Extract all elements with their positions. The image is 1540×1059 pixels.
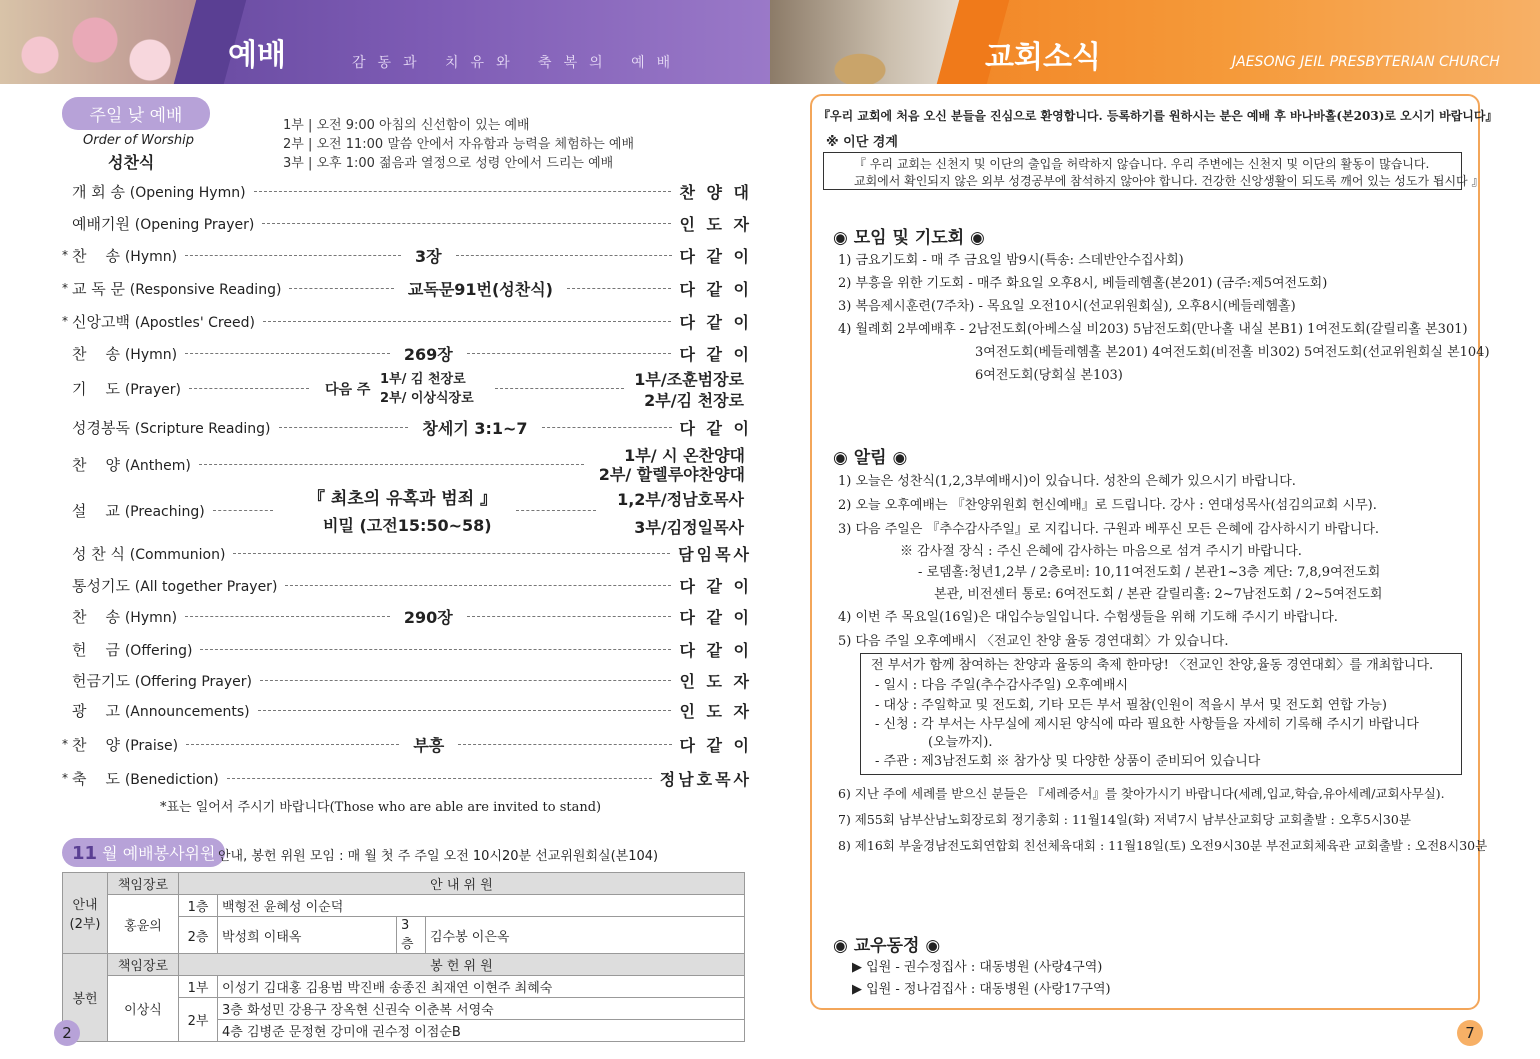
order-item-leader: 다 같 이 (679, 640, 752, 660)
order-item-label (72, 500, 205, 521)
contest-line-6: - 주관 : 제3남전도회 ※ 참가상 및 다양한 상품이 준비되어 있습니다 (875, 754, 1261, 769)
sunday-worship-pill: 주일 낮 예배 (62, 97, 210, 130)
prayer-elder-1: 1부/조훈범장로 (634, 370, 744, 389)
leader-dots (258, 710, 672, 711)
order-item-korean: 신앙고백 (72, 312, 130, 331)
order-item-leader: 인 도 자 (679, 214, 752, 234)
order-item-korean: 설 교 (71, 501, 120, 520)
volunteers-month: 11 (72, 843, 98, 864)
order-item-label (72, 245, 177, 266)
volunteers-table (62, 872, 745, 1042)
order-item-korean: 찬 송 (72, 607, 121, 626)
order-item-korean: 성 찬 식 (72, 544, 126, 563)
order-item (62, 540, 752, 566)
leader-dots (456, 255, 672, 256)
leader-dots (289, 288, 393, 289)
order-item-label (72, 543, 225, 564)
order-item-korean: 축 도 (72, 769, 121, 788)
standing-mark: * (62, 314, 68, 328)
anne-floor1-names: 백형전 윤혜성 이순덕 (218, 895, 745, 917)
order-item-english: (Opening Prayer) (134, 216, 255, 233)
leader-dots (185, 616, 390, 617)
meeting-4c: 6여전도회(당회실 본103) (975, 368, 1123, 383)
contest-line-1: 전 부서가 함께 참여하는 찬양과 율동의 축제 한마당! 〈전교인 찬양,율동 경연대회〉를 개최합니다. (871, 658, 1434, 673)
order-item-content: 290장 (403, 607, 453, 627)
preachers (590, 486, 744, 542)
order-item-english: (Benediction) (124, 771, 219, 788)
order-item (62, 178, 752, 204)
order-item-leader: 인 도 자 (679, 671, 752, 691)
offer-label: 봉헌 (63, 954, 108, 1042)
right-header (770, 0, 1540, 84)
order-of-worship-label: Order of Worship (83, 133, 194, 148)
prayer-elder-2: 2부/김 천장로 (644, 391, 744, 410)
leader-dots (263, 321, 672, 322)
order-item (62, 308, 752, 334)
order-item-label (72, 311, 255, 332)
meeting-4: 4) 월례회 2부예배후 - 2남전도회(아베스실 비203) 5남전도회(만나홀 내실 본B1) 1여전도회(갈릴리홀 본301) (838, 322, 1468, 337)
offer-floor4-row (218, 1020, 745, 1042)
leader-dots (185, 255, 401, 256)
order-item-english: (Hymn) (124, 609, 178, 626)
right-page-number: 7 (1457, 1020, 1483, 1046)
anne-label-cell (63, 873, 108, 954)
order-item-label (72, 575, 277, 596)
order-item-english: (All together Prayer) (134, 578, 278, 595)
order-item-label (72, 454, 191, 475)
offer-floor4-names: 김병준 문정현 강미애 권수정 이점순B (246, 1025, 461, 1040)
order-item-label (72, 670, 252, 691)
offer-floor3: 3층 (222, 1003, 243, 1018)
order-item-korean: 헌 금 (72, 640, 121, 659)
order-item-english: (Anthem) (124, 457, 191, 474)
order-item-label (72, 768, 219, 789)
volunteers-pill (62, 838, 225, 867)
leader-dots (262, 223, 671, 224)
offer-elder-header: 책임장로 (108, 954, 179, 976)
leader-dots (233, 553, 670, 554)
meeting-title: ◉ 모임 및 기도회 ◉ (833, 228, 985, 248)
leader-dots (185, 353, 390, 354)
church-name: JAESONG JEIL PRESBYTERIAN CHURCH (1232, 54, 1500, 70)
order-item (62, 731, 752, 757)
order-item (62, 697, 752, 723)
prayer-next-2: 2부/ 이상식장로 (380, 391, 474, 406)
leader-dots (213, 510, 273, 511)
standing-footnote: *표는 일어서 주시기 바랍니다(Those who are able are invited to stand) (160, 800, 602, 815)
leader-dots (227, 778, 652, 779)
order-item-korean: 성경봉독 (72, 418, 130, 437)
standing-mark: * (62, 248, 68, 262)
order-item-label (72, 734, 178, 755)
order-item-leader: 다 같 이 (679, 344, 752, 364)
members-list (852, 957, 1111, 1001)
leader-dots (542, 427, 672, 428)
contest-lines (871, 656, 1461, 772)
order-item-leader: 다 같 이 (679, 607, 752, 627)
leader-dots (189, 388, 309, 389)
heresy-line-2: 교회에서 확인되지 않은 외부 성경공부에 참석하지 않아야 합니다. 건강한 신앙생활이 되도록 깨어 있는 성도가 됩시다 』 (854, 174, 1484, 188)
leader-dots (285, 585, 671, 586)
service-2: 2부 | 오전 11:00 말씀 안에서 자유함과 능력을 체험하는 예배 (283, 137, 635, 152)
meeting-1: 1) 금요기도회 - 매 주 금요일 밤9시(특송: 스데반안수집사회) (838, 253, 1184, 268)
members-title: ◉ 교우동정 ◉ (833, 936, 941, 956)
order-item-english: (Hymn) (124, 346, 178, 363)
contest-box (860, 653, 1462, 775)
leader-dots (260, 680, 671, 681)
left-header-title: 예배 (228, 38, 286, 73)
anthem-choirs (585, 446, 745, 484)
order-item-korean: 교 독 문 (72, 279, 126, 298)
anne-floor3: 3층 (397, 917, 426, 954)
order-item-english: (Announcements) (124, 703, 250, 720)
order-item-korean: 찬 송 (72, 246, 121, 265)
standing-mark: * (62, 771, 68, 785)
order-item-leader: 정남호목사 (659, 769, 752, 789)
meeting-2: 2) 부흥을 위한 기도회 - 매주 화요일 오후8시, 베들레헴홀(본201) (금주:제5여전도회) (838, 276, 1328, 291)
order-item-english: (Preaching) (124, 503, 205, 520)
anne-floor2: 2층 (179, 917, 218, 954)
member-2: ▶ 입원 - 정나검집사 : 대동병원 (사랑17구역) (852, 982, 1111, 997)
heresy-box (823, 152, 1484, 190)
notice-3-note: ※ 감사절 장식 : 주신 은혜에 감사하는 마음으로 섬겨 주시기 바랍니다. (900, 544, 1302, 559)
anne-floor3-names: 김수봉 이은옥 (426, 917, 745, 954)
order-item-leader: 담임목사 (678, 544, 752, 564)
order-item (62, 603, 752, 629)
notice-title: ◉ 알림 ◉ (833, 448, 908, 468)
order-item-leader: 다 같 이 (679, 279, 752, 299)
notice-2: 2) 오늘 오후예배는 『찬양위원회 헌신예배』로 드립니다. 강사 : 연대성목사(섬김의교회 시무). (838, 498, 1377, 513)
order-item-content: 교독문91번(성찬식) (407, 279, 553, 299)
contest-line-3: - 대상 : 주일학교 및 전도회, 기타 모든 부서 필참(인원이 적을시 부서 및 전도회 연합 가능) (875, 698, 1388, 713)
order-item-english: (Scripture Reading) (134, 420, 271, 437)
contest-line-2: - 일시 : 다음 주일(추수감사주일) 오후예배시 (875, 678, 1129, 693)
order-item (62, 242, 752, 268)
offer-part1: 1부 (179, 976, 218, 998)
order-item (62, 275, 752, 301)
offer-elder: 이상식 (108, 976, 179, 1042)
volunteers-note: 안내, 봉헌 위원 모임 : 매 월 첫 주 주일 오전 10시20분 선교위원회실(본104) (218, 849, 659, 864)
order-item (62, 210, 752, 236)
notice-6: 6) 지난 주에 세례를 받으신 분들은 『세례증서』를 찾아가시기 바랍니다(세례,입교,학습,유아세례/교회사무실). (838, 786, 1445, 801)
order-item-label (72, 606, 177, 627)
meeting-4b: 3여전도회(베들레헴홀 본201) 4여전도회(비전홀 비302) 5여전도회(선교위원회실 본104) (975, 345, 1490, 360)
order-item-leader: 찬 양 대 (679, 182, 752, 202)
anne-elder-header: 책임장로 (108, 873, 179, 895)
sunday-name: 성찬식 (108, 153, 155, 172)
anne-floor2-names: 박성희 이태옥 (218, 917, 397, 954)
leader-dots (254, 191, 672, 192)
service-3: 3부 | 오후 1:00 젊음과 열정으로 성령 안에서 드리는 예배 (283, 156, 614, 171)
order-item-label (72, 378, 181, 399)
anne-members-header: 안 내 위 원 (179, 873, 745, 895)
leader-dots (567, 288, 671, 289)
offer-members-header: 봉 헌 위 원 (179, 954, 745, 976)
anne-elder: 홍윤의 (108, 895, 179, 954)
preacher-2: 3부/김정일목사 (634, 518, 744, 537)
order-item-leader: 다 같 이 (679, 246, 753, 266)
order-item-content: 창세기 3:1~7 (422, 418, 528, 438)
order-item-english: (Responsive Reading) (129, 281, 282, 298)
order-item-label (72, 278, 281, 299)
order-item-content: 3장 (415, 246, 442, 266)
order-item-english: (Communion) (129, 546, 226, 563)
notice-3-detail-2: 본관, 비전센터 통로: 6여전도회 / 본관 갈릴리홀: 2~7남전도회 / 2~5여전도회 (934, 587, 1383, 602)
anne-floor1: 1층 (179, 895, 218, 917)
anne-sub: (2부) (69, 917, 101, 932)
notice-list-2 (838, 781, 1487, 859)
order-item-korean: 찬 양 (72, 735, 121, 754)
order-item-korean: 예배기원 (72, 214, 130, 233)
meeting-list (838, 249, 1490, 387)
order-item-korean: 통성기도 (72, 576, 130, 595)
order-item (62, 572, 752, 598)
anthem-choir-2: 2부/ 할렐루야찬양대 (598, 465, 745, 484)
volunteers-title: 월 예배봉사위원 (102, 844, 216, 863)
contest-line-4: - 신청 : 각 부서는 사무실에 제시된 양식에 따라 필요한 사항들을 자세히 기록해 주시기 바랍니다 (875, 717, 1419, 732)
offer-part1-names: 이성기 김대홍 김용범 박진배 송종진 최재연 이현주 최혜숙 (218, 976, 745, 998)
notice-3-detail-1: - 로뎀홀:청년1,2부 / 2층로비: 10,11여전도회 / 본관1~3층 계단: 7,8,9여전도회 (918, 565, 1381, 580)
sermon-subtitle: 비밀 (고전15:50~58) (323, 516, 492, 535)
standing-mark: * (62, 281, 68, 295)
order-item-leader: 인 도 자 (679, 701, 752, 721)
order-item-leader: 다 같 이 (679, 735, 753, 755)
order-item-label (72, 639, 192, 660)
left-header-subtitle: 감동과 치유와 축복의 예배 (352, 55, 683, 71)
order-item-label (72, 417, 271, 438)
leader-dots (279, 427, 409, 428)
order-item-korean: 광 고 (72, 701, 121, 720)
order-item (62, 636, 752, 662)
order-item-label (72, 181, 246, 202)
order-item (62, 765, 752, 791)
order-item-leader: 다 같 이 (679, 312, 752, 332)
notice-4: 4) 이번 주 목요일(16일)은 대입수능일입니다. 수험생들을 위해 기도해 주시기 바랍니다. (838, 610, 1338, 625)
prayer-next-label: 다음 주 (325, 382, 371, 398)
order-item-korean: 찬 송 (72, 344, 121, 363)
order-item-english: (Offering) (124, 642, 193, 659)
left-header (0, 0, 770, 84)
anne-label: 안내 (72, 898, 98, 913)
order-item-korean: 개 회 송 (72, 182, 126, 201)
order-item-content: 269장 (403, 344, 453, 364)
prayer-elders (628, 369, 744, 411)
leader-dots (199, 464, 584, 465)
notice-8: 8) 제16회 부울경남전도회연합회 친선체육대회 : 11월18일(토) 오전9시30분 부전교회체육관 교회출발 : 오전8시30분 (838, 838, 1488, 853)
member-1: ▶ 입원 - 권수정집사 : 대동병원 (사랑4구역) (852, 960, 1103, 975)
heresy-line-1: 『 우리 교회는 신천지 및 이단의 출입을 허락하지 않습니다. 우리 주변에는 신천지 및 이단의 활동이 많습니다. (854, 157, 1430, 171)
leader-dots (516, 510, 596, 511)
order-item-korean: 헌금기도 (72, 671, 130, 690)
order-item (62, 414, 752, 440)
leader-dots (186, 744, 399, 745)
leader-dots (467, 353, 672, 354)
heresy-title: ※ 이단 경계 (826, 135, 898, 150)
order-item-english: (Hymn) (124, 248, 178, 265)
contest-line-5: (오늘까지). (928, 735, 993, 750)
offer-floor4: 4층 (222, 1025, 243, 1040)
order-item-english: (Praise) (124, 737, 179, 754)
anthem-choir-1: 1부/ 시 온찬양대 (624, 446, 745, 465)
service-times (283, 116, 634, 173)
prayer-next-1: 1부/ 김 천장로 (380, 372, 466, 387)
offer-part2: 2부 (179, 998, 218, 1042)
preacher-1: 1,2부/정남호목사 (617, 490, 744, 509)
order-item-korean: 찬 양 (72, 455, 121, 474)
meeting-3: 3) 복음제시훈련(7주차) - 목요일 오전10시(선교위원회실), 오후8시(베들레헴홀) (838, 299, 1296, 314)
notice-7: 7) 제55회 남부산남노회장로회 정기총회 : 11월14일(화) 저녁7시 남부산교회당 교회출발 : 오후5시30분 (838, 812, 1411, 827)
order-item-leader: 다 같 이 (679, 576, 752, 596)
order-item-english: (Offering Prayer) (134, 673, 252, 690)
notice-1: 1) 오늘은 성찬식(1,2,3부예배시)이 있습니다. 성찬의 은혜가 있으시기 바랍니다. (838, 474, 1296, 489)
order-item-label (72, 343, 177, 364)
prayer-next-elders (380, 370, 474, 408)
order-item-label (72, 213, 254, 234)
right-header-title: 교회소식 (985, 40, 1101, 75)
leader-dots (458, 744, 671, 745)
order-item-label (72, 700, 250, 721)
leader-dots (495, 388, 624, 389)
leader-dots (200, 649, 671, 650)
order-item (62, 340, 752, 366)
offer-floor3-row (218, 998, 745, 1020)
order-item-english: (Prayer) (124, 381, 181, 398)
order-item-english: (Apostles' Creed) (134, 314, 255, 331)
order-item-korean: 기 도 (72, 379, 121, 398)
order-item-leader: 다 같 이 (679, 418, 753, 438)
order-item-english: (Opening Hymn) (129, 184, 246, 201)
notice-3: 3) 다음 주일은 『추수감사주일』로 지킵니다. 구원과 베푸신 모든 은혜에 감사하시기 바랍니다. (838, 522, 1380, 537)
offer-floor3-names: 화성민 강용구 장옥현 신권숙 이춘복 서영숙 (246, 1003, 494, 1018)
left-page-number: 2 (54, 1020, 80, 1046)
notice-list (838, 470, 1383, 654)
standing-mark: * (62, 737, 68, 751)
welcome-message: 『우리 교회에 처음 오신 분들을 진심으로 환영합니다. 등록하기를 원하시는 분은 예배 후 바나바홀(본203)로 오시기 바랍니다』 (818, 109, 1498, 123)
order-item (62, 667, 752, 693)
sermon-title: 『 최초의 유혹과 범죄 』 (308, 489, 498, 509)
leader-dots (467, 616, 672, 617)
notice-5: 5) 다음 주일 오후예배시 〈전교인 찬양 율동 경연대회〉가 있습니다. (838, 634, 1229, 649)
order-item-content: 부흥 (413, 735, 445, 755)
service-1: 1부 | 오전 9:00 아침의 신선함이 있는 예배 (283, 118, 530, 133)
